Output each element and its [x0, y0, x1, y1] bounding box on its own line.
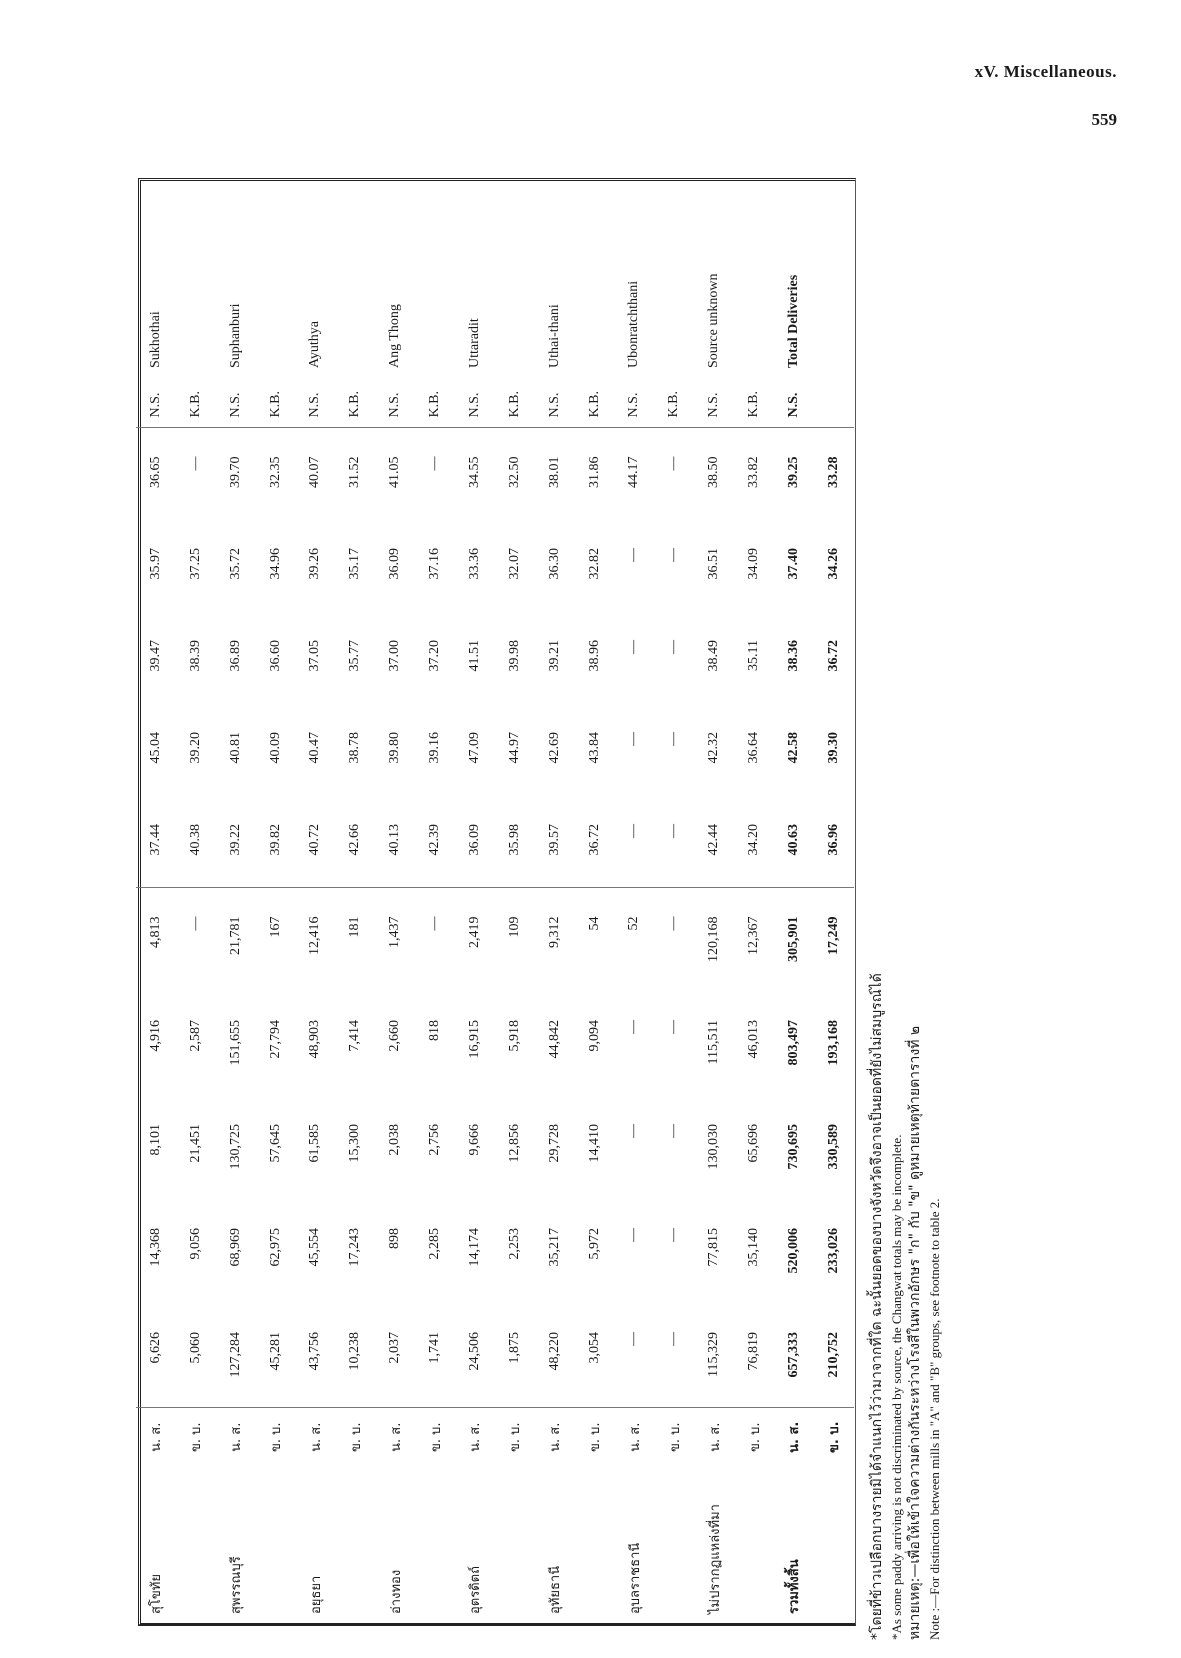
group-eng-abbr: K.B. [256, 372, 296, 428]
table-row [375, 178, 415, 1626]
table-row [136, 178, 176, 1626]
group-thai-abbr: น. ส. [787, 1421, 803, 1453]
value-cell: 31.52 [347, 456, 363, 488]
changwat-thai-name [734, 1466, 774, 1626]
value-cell: — [427, 916, 443, 931]
changwat-thai-name [415, 1466, 455, 1626]
group-eng-abbr: N.S. [694, 372, 734, 428]
value-cell: 10,238 [335, 1304, 375, 1408]
value-cell: 61,585 [307, 1124, 323, 1163]
value-cell: 14,174 [466, 1228, 482, 1267]
value-cell: 34.96 [267, 548, 283, 580]
value-cell: 35.17 [347, 548, 363, 580]
value-cell: 4,813 [147, 916, 163, 948]
changwat-eng-name [415, 178, 455, 372]
changwat-thai-name: อุบลราชธานี [627, 1542, 643, 1614]
value-cell: 39.57 [535, 796, 575, 888]
value-cell: 39.20 [187, 732, 203, 764]
table-row [256, 178, 296, 1626]
changwat-eng-name: Ang Thong [387, 304, 403, 368]
value-cell: 38.96 [586, 640, 602, 672]
value-cell: 24,506 [455, 1304, 495, 1408]
value-cell: 42.58 [785, 732, 801, 764]
changwat-thai-name: อุตรดิตถ์ [468, 1566, 484, 1614]
value-cell: 2,253 [506, 1228, 522, 1260]
value-cell: 32.50 [506, 456, 522, 488]
value-cell: 21,781 [227, 916, 243, 955]
value-cell: — [654, 1304, 694, 1408]
value-cell: 44.97 [506, 732, 522, 764]
value-cell: 12,856 [506, 1124, 522, 1163]
value-cell: 38.49 [706, 640, 722, 672]
value-cell: — [626, 732, 642, 746]
group-thai-abbr: ข. บ. [588, 1422, 604, 1453]
value-cell: — [187, 456, 203, 471]
value-cell: 39.16 [427, 732, 443, 764]
value-cell: 193,168 [825, 1020, 841, 1066]
value-cell: 16,915 [466, 1020, 482, 1059]
value-cell: 4,916 [147, 1020, 163, 1052]
table-row [575, 178, 615, 1626]
group-thai-abbr: ข. บ. [667, 1422, 683, 1453]
changwat-eng-name: Sukhothai [147, 311, 163, 368]
value-cell: 2,285 [427, 1228, 443, 1260]
table-row [694, 178, 734, 1626]
value-cell: 32.35 [267, 456, 283, 488]
changwat-eng-name [575, 178, 615, 372]
footnote-eng-note: Note :—For distinction between mills in "A" and "B" groups, see footnote to table 2. [927, 1198, 942, 1640]
value-cell: 48,903 [307, 1020, 323, 1059]
value-cell: 15,300 [347, 1124, 363, 1163]
value-cell: 41.51 [466, 640, 482, 672]
changwat-eng-name: Uttaradit [466, 318, 482, 368]
group-eng-abbr: N.S. [375, 372, 415, 428]
group-eng-abbr: K.B. [654, 372, 694, 428]
value-cell: 47.09 [466, 732, 482, 764]
group-thai-abbr: ข. บ. [827, 1421, 843, 1454]
value-cell: 37.40 [785, 548, 801, 580]
value-cell: — [626, 1020, 642, 1034]
footnotes [868, 140, 988, 1640]
value-cell: — [626, 1228, 642, 1242]
table-row [734, 178, 774, 1626]
value-cell: 2,037 [375, 1304, 415, 1408]
value-cell: 37.00 [387, 640, 403, 672]
value-cell: 34.20 [734, 796, 774, 888]
changwat-thai-name [814, 1466, 854, 1626]
value-cell: 36.72 [575, 796, 615, 888]
value-cell: 68,969 [227, 1228, 243, 1267]
value-cell: 76,819 [734, 1304, 774, 1408]
value-cell: 43,756 [296, 1304, 336, 1408]
value-cell: 46,013 [746, 1020, 762, 1059]
value-cell: 35.97 [147, 548, 163, 580]
value-cell: 32.82 [586, 548, 602, 580]
value-cell: 803,497 [785, 1020, 801, 1066]
group-eng-abbr: N.S. [296, 372, 336, 428]
value-cell: 520,006 [785, 1228, 801, 1274]
group-thai-abbr: น. ส. [308, 1422, 324, 1452]
value-cell: 44,842 [546, 1020, 562, 1059]
value-cell: 730,695 [785, 1124, 801, 1170]
value-cell: 39.47 [147, 640, 163, 672]
table-body [136, 178, 854, 1626]
value-cell: — [666, 548, 682, 562]
value-cell: 14,368 [147, 1228, 163, 1267]
group-eng-abbr: N.S. [774, 372, 814, 428]
table-row [495, 178, 535, 1626]
value-cell: 36.30 [546, 548, 562, 580]
value-cell: — [666, 1020, 682, 1034]
value-cell: 21,451 [187, 1124, 203, 1163]
changwat-eng-name [495, 178, 535, 372]
group-thai-abbr: น. ส. [707, 1422, 723, 1452]
group-thai-abbr: ข. บ. [428, 1422, 444, 1453]
value-cell: 42.39 [415, 796, 455, 888]
changwat-eng-name [734, 178, 774, 372]
group-eng-abbr: K.B. [575, 372, 615, 428]
value-cell: 37.20 [427, 640, 443, 672]
value-cell: 130,030 [706, 1124, 722, 1170]
group-thai-abbr: น. ส. [548, 1422, 564, 1452]
value-cell: 45,281 [256, 1304, 296, 1408]
changwat-thai-name [176, 1466, 216, 1626]
value-cell: 42.44 [694, 796, 734, 888]
group-eng-abbr: N.S. [535, 372, 575, 428]
group-eng-abbr: K.B. [734, 372, 774, 428]
value-cell: 37.44 [136, 796, 176, 888]
group-thai-abbr: ข. บ. [747, 1422, 763, 1453]
value-cell: 38.36 [785, 640, 801, 672]
page-number: 559 [1091, 110, 1117, 129]
value-cell: 6,626 [136, 1304, 176, 1408]
value-cell: 38.01 [546, 456, 562, 488]
value-cell: 5,918 [506, 1020, 522, 1052]
table-row [176, 178, 216, 1626]
value-cell: 36.89 [227, 640, 243, 672]
value-cell: 33.36 [466, 548, 482, 580]
group-eng-abbr: K.B. [495, 372, 535, 428]
changwat-thai-name: สุพรรณบุรี [229, 1556, 245, 1614]
value-cell: 7,414 [347, 1020, 363, 1052]
value-cell: 115,329 [694, 1304, 734, 1408]
group-eng-abbr: K.B. [415, 372, 455, 428]
changwat-thai-name [335, 1466, 375, 1626]
value-cell: — [654, 796, 694, 888]
value-cell: 40.13 [375, 796, 415, 888]
table-row [455, 178, 495, 1626]
group-eng-abbr [814, 372, 854, 428]
value-cell: 57,645 [267, 1124, 283, 1163]
changwat-thai-name: ไม่ปรากฏแหล่งที่มา [707, 1504, 723, 1614]
value-cell: — [626, 1124, 642, 1138]
value-cell: 1,741 [415, 1304, 455, 1408]
table-row [774, 178, 814, 1626]
group-eng-abbr: N.S. [615, 372, 655, 428]
section-header: xV. Miscellaneous. [974, 62, 1117, 81]
value-cell: 36.72 [825, 640, 841, 672]
footnote-eng-star: *As some paddy arriving is not discriminated by source, the Changwat totals may be incomplete. [889, 1134, 904, 1640]
value-cell: 33.28 [825, 456, 841, 488]
value-cell: — [666, 640, 682, 654]
value-cell: 40.63 [774, 796, 814, 888]
group-thai-abbr: น. ส. [627, 1422, 643, 1452]
group-thai-abbr: ข. บ. [348, 1422, 364, 1453]
value-cell: 34.26 [825, 548, 841, 580]
table-row [654, 178, 694, 1626]
value-cell: 34.55 [466, 456, 482, 488]
value-cell: 233,026 [825, 1228, 841, 1274]
value-cell: 39.98 [506, 640, 522, 672]
value-cell: 9,056 [187, 1228, 203, 1260]
value-cell: 330,589 [825, 1124, 841, 1170]
changwat-eng-name: Total Deliveries [785, 274, 801, 368]
value-cell: 45,554 [307, 1228, 323, 1267]
changwat-thai-name: สุโขทัย [149, 1574, 165, 1614]
value-cell: 210,752 [814, 1304, 854, 1408]
value-cell: 36.51 [706, 548, 722, 580]
value-cell: 120,168 [706, 916, 722, 962]
value-cell: 36.09 [455, 796, 495, 888]
value-cell: 1,437 [387, 916, 403, 948]
value-cell: 127,284 [216, 1304, 256, 1408]
value-cell: 37.16 [427, 548, 443, 580]
value-cell: 17,243 [347, 1228, 363, 1267]
changwat-thai-name: อ่างทอง [388, 1569, 404, 1614]
deliveries-table [136, 178, 854, 1626]
value-cell: 39.30 [825, 732, 841, 764]
group-eng-abbr: N.S. [216, 372, 256, 428]
value-cell: 37.05 [307, 640, 323, 672]
value-cell: 167 [267, 916, 283, 938]
table-row [535, 178, 575, 1626]
value-cell: 2,756 [427, 1124, 443, 1156]
changwat-thai-name [495, 1466, 535, 1626]
group-thai-abbr: น. ส. [468, 1422, 484, 1452]
value-cell: 115,511 [706, 1020, 722, 1065]
changwat-eng-name [335, 178, 375, 372]
value-cell: — [666, 1124, 682, 1138]
changwat-thai-name [654, 1466, 694, 1626]
table-row [335, 178, 375, 1626]
value-cell: 130,725 [227, 1124, 243, 1170]
changwat-eng-name: Uthai-thani [546, 304, 562, 368]
value-cell: 8,101 [147, 1124, 163, 1156]
value-cell: 2,038 [387, 1124, 403, 1156]
table-row [814, 178, 854, 1626]
value-cell: 35.98 [495, 796, 535, 888]
rotated-table [136, 178, 854, 1626]
value-cell: 1,875 [495, 1304, 535, 1408]
value-cell: 9,094 [586, 1020, 602, 1052]
table-row [216, 178, 256, 1626]
changwat-eng-name [256, 178, 296, 372]
value-cell: 35,217 [546, 1228, 562, 1267]
group-eng-abbr: N.S. [136, 372, 176, 428]
value-cell: — [626, 548, 642, 562]
changwat-thai-name: อุทัยธานี [548, 1565, 564, 1614]
value-cell: — [666, 456, 682, 471]
value-cell: 109 [506, 916, 522, 938]
value-cell: 5,972 [586, 1228, 602, 1260]
value-cell: 33.82 [746, 456, 762, 488]
changwat-eng-name [176, 178, 216, 372]
value-cell: 36.65 [147, 456, 163, 488]
value-cell: — [187, 916, 203, 931]
group-thai-abbr: ข. บ. [269, 1422, 285, 1453]
value-cell: 31.86 [586, 456, 602, 488]
value-cell: 898 [387, 1228, 403, 1249]
value-cell: 35,140 [746, 1228, 762, 1267]
value-cell: 62,975 [267, 1228, 283, 1267]
value-cell: 29,728 [546, 1124, 562, 1163]
value-cell: 38.50 [706, 456, 722, 488]
value-cell: 36.60 [267, 640, 283, 672]
value-cell: 2,587 [187, 1020, 203, 1052]
value-cell: — [427, 456, 443, 471]
value-cell: 36.09 [387, 548, 403, 580]
value-cell: 40.47 [307, 732, 323, 764]
value-cell: 39.82 [256, 796, 296, 888]
group-thai-abbr: น. ส. [149, 1422, 165, 1452]
value-cell: 39.26 [307, 548, 323, 580]
value-cell: 5,060 [176, 1304, 216, 1408]
value-cell: 40.09 [267, 732, 283, 764]
value-cell: 12,367 [746, 916, 762, 955]
value-cell: 17,249 [825, 916, 841, 955]
value-cell: 77,815 [706, 1228, 722, 1267]
value-cell: 43.84 [586, 732, 602, 764]
value-cell: 657,333 [774, 1304, 814, 1408]
value-cell: 35.11 [746, 640, 762, 671]
changwat-eng-name [654, 178, 694, 372]
value-cell: — [666, 916, 682, 931]
value-cell: 37.25 [187, 548, 203, 580]
value-cell: 818 [427, 1020, 443, 1041]
value-cell: 40.81 [227, 732, 243, 764]
value-cell: 42.66 [335, 796, 375, 888]
changwat-eng-name: Source unknown [706, 273, 722, 368]
value-cell: 39.21 [546, 640, 562, 672]
value-cell: 9,312 [546, 916, 562, 948]
value-cell: 54 [586, 916, 602, 931]
changwat-thai-name [575, 1466, 615, 1626]
value-cell: 39.70 [227, 456, 243, 488]
group-eng-abbr: N.S. [455, 372, 495, 428]
value-cell: — [666, 732, 682, 746]
value-cell: 181 [347, 916, 363, 938]
value-cell: 39.22 [216, 796, 256, 888]
changwat-eng-name: Ubonratchthani [626, 280, 642, 368]
changwat-thai-name [256, 1466, 296, 1626]
value-cell: 12,416 [307, 916, 323, 955]
table-row [415, 178, 455, 1626]
changwat-eng-name: Suphanburi [227, 303, 243, 368]
value-cell: 48,220 [535, 1304, 575, 1408]
changwat-eng-name: Ayuthya [307, 321, 323, 368]
value-cell: 32.07 [506, 548, 522, 580]
value-cell: — [615, 796, 655, 888]
value-cell: 52 [626, 916, 642, 931]
value-cell: 45.04 [147, 732, 163, 764]
changwat-eng-name [814, 178, 854, 372]
table-row [615, 178, 655, 1626]
value-cell: 36.64 [746, 732, 762, 764]
value-cell: 39.25 [785, 456, 801, 488]
value-cell: 40.72 [296, 796, 336, 888]
value-cell: 34.09 [746, 548, 762, 580]
group-thai-abbr: น. ส. [229, 1422, 245, 1452]
footnote-thai-note: หมายเหตุ:—เพื่อให้เข้าใจความต่างกันระหว่างโรงสีในพวกอักษร "ก" กับ "ข" ดูหมายเหตุท้ายตารางที่ ๒ [907, 1025, 923, 1640]
value-cell: — [626, 640, 642, 654]
changwat-thai-name: อยุธยา [308, 1575, 324, 1614]
value-cell: 2,419 [466, 916, 482, 948]
value-cell: 40.38 [176, 796, 216, 888]
group-eng-abbr: K.B. [176, 372, 216, 428]
value-cell: 35.72 [227, 548, 243, 580]
group-thai-abbr: ข. บ. [508, 1422, 524, 1453]
value-cell: 39.80 [387, 732, 403, 764]
value-cell: 35.77 [347, 640, 363, 672]
group-thai-abbr: น. ส. [388, 1422, 404, 1452]
value-cell: 151,655 [227, 1020, 243, 1066]
value-cell: 3,054 [575, 1304, 615, 1408]
value-cell: 42.69 [546, 732, 562, 764]
value-cell: 41.05 [387, 456, 403, 488]
value-cell: 305,901 [785, 916, 801, 962]
value-cell: 44.17 [626, 456, 642, 488]
value-cell: 38.78 [347, 732, 363, 764]
footnote-thai-star: *โดยที่ข้าวเปลือกบางรายมิได้จำแนกไว้ว่ามาจากที่ใด ฉะนั้นยอดของบางจังหวัดจึงอาจเป็นยอดที่ยังไม่สมบูรณ์ได้ [869, 973, 885, 1640]
value-cell: 2,660 [387, 1020, 403, 1052]
value-cell: 27,794 [267, 1020, 283, 1059]
value-cell: 38.39 [187, 640, 203, 672]
group-eng-abbr: K.B. [335, 372, 375, 428]
value-cell: 40.07 [307, 456, 323, 488]
value-cell: 36.96 [814, 796, 854, 888]
value-cell: 65,696 [746, 1124, 762, 1163]
value-cell: — [666, 1228, 682, 1242]
value-cell: 14,410 [586, 1124, 602, 1163]
value-cell: 42.32 [706, 732, 722, 764]
value-cell: 9,666 [466, 1124, 482, 1156]
table-row [296, 178, 336, 1626]
value-cell: — [615, 1304, 655, 1408]
changwat-thai-name: รวมทั้งสิ้น [787, 1559, 803, 1614]
group-thai-abbr: ข. บ. [189, 1422, 205, 1453]
